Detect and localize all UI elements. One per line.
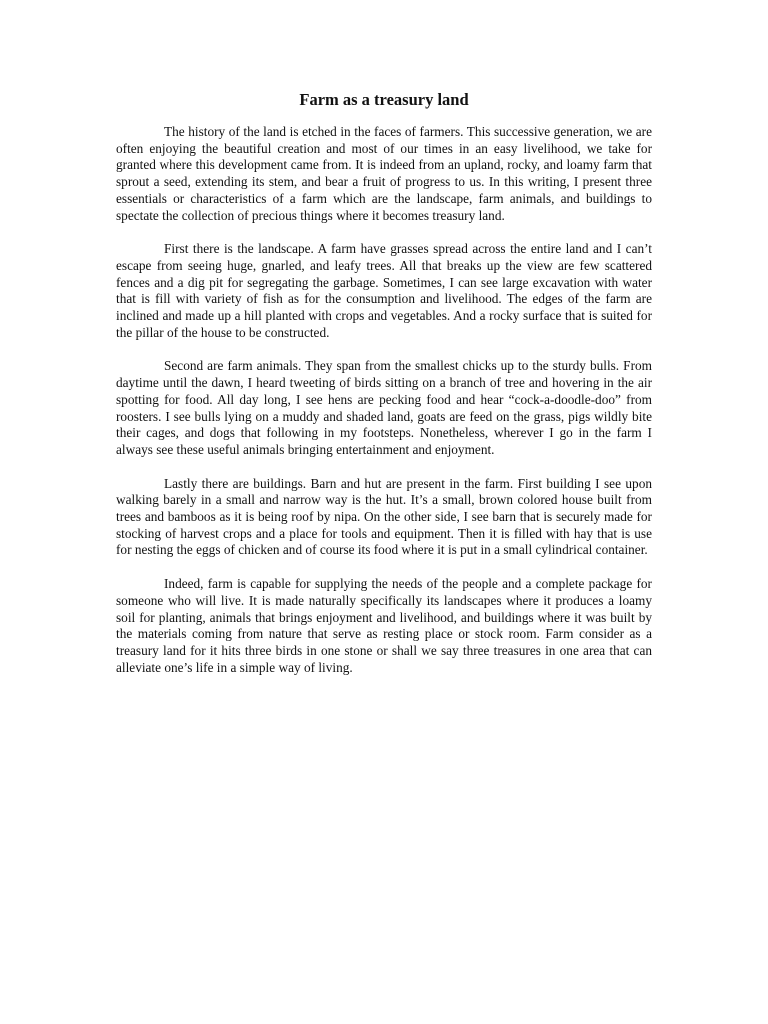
paragraph-conclusion: Indeed, farm is capable for supplying the needs of the people and a complete package for someone who will live. It is made naturally specifically its landscapes where it produces a loamy soil for planting, animals that brings enjoyment and livelihood, and buildings where it was built by the materials coming from nature that serve as resting place or stock room. Farm consider as a treasury land for it hits three birds in one stone or shall we say three treasures in one area that can alleviate one’s life in a simple way of living.: [116, 576, 652, 675]
paragraph-buildings: Lastly there are buildings. Barn and hut are present in the farm. First building I see upon walking barely in a small and narrow way is the hut. It’s a small, brown colored house built from trees and bamboos as it is being roof by nipa. On the other side, I see barn that is securely made for stocking of harvest crops and a place for tools and equipment. Then it is filled with hay that is use for nesting the eggs of chicken and of course its food where it is put in a small cylindrical container.: [116, 475, 652, 558]
paragraph-farm-animals: Second are farm animals. They span from the smallest chicks up to the sturdy bulls. From daytime until the dawn, I heard tweeting of birds sitting on a branch of tree and hovering in the air spotting for food. All day long, I see hens are pecking food and hear “cock-a-doodle-doo” from roosters. I see bulls lying on a muddy and shaded land, goats are feed on the grass, pigs wildly bite their cages, and dogs that following in my footsteps. Nonetheless, wherever I go in the farm I always see these useful animals bringing entertainment and enjoyment.: [116, 358, 652, 457]
document-title: Farm as a treasury land: [299, 90, 469, 109]
document-body: [116, 124, 652, 693]
paragraph-landscape: First there is the landscape. A farm have grasses spread across the entire land and I can’t escape from seeing huge, gnarled, and leafy trees. All that breaks up the view are few scattered fences and a dig pit for segregating the garbage. Sometimes, I can see large excavation with water that is fill with variety of fish as for the consumption and livelihood. The edges of the farm are inclined and made up a hill planted with crops and vegetables. And a rocky surface that is suited for the pillar of the house to be constructed.: [116, 241, 652, 340]
paragraph-intro: The history of the land is etched in the faces of farmers. This successive generation, we are often enjoying the beautiful creation and most of our times in an easy livelihood, we take for granted where this development came from. It is indeed from an upland, rocky, and loamy farm that sprout a seed, extending its stem, and bear a fruit of progress to us. In this writing, I present three essentials or characteristics of a farm which are the landscape, farm animals, and buildings to spectate the collection of precious things where it becomes treasury land.: [116, 124, 652, 223]
